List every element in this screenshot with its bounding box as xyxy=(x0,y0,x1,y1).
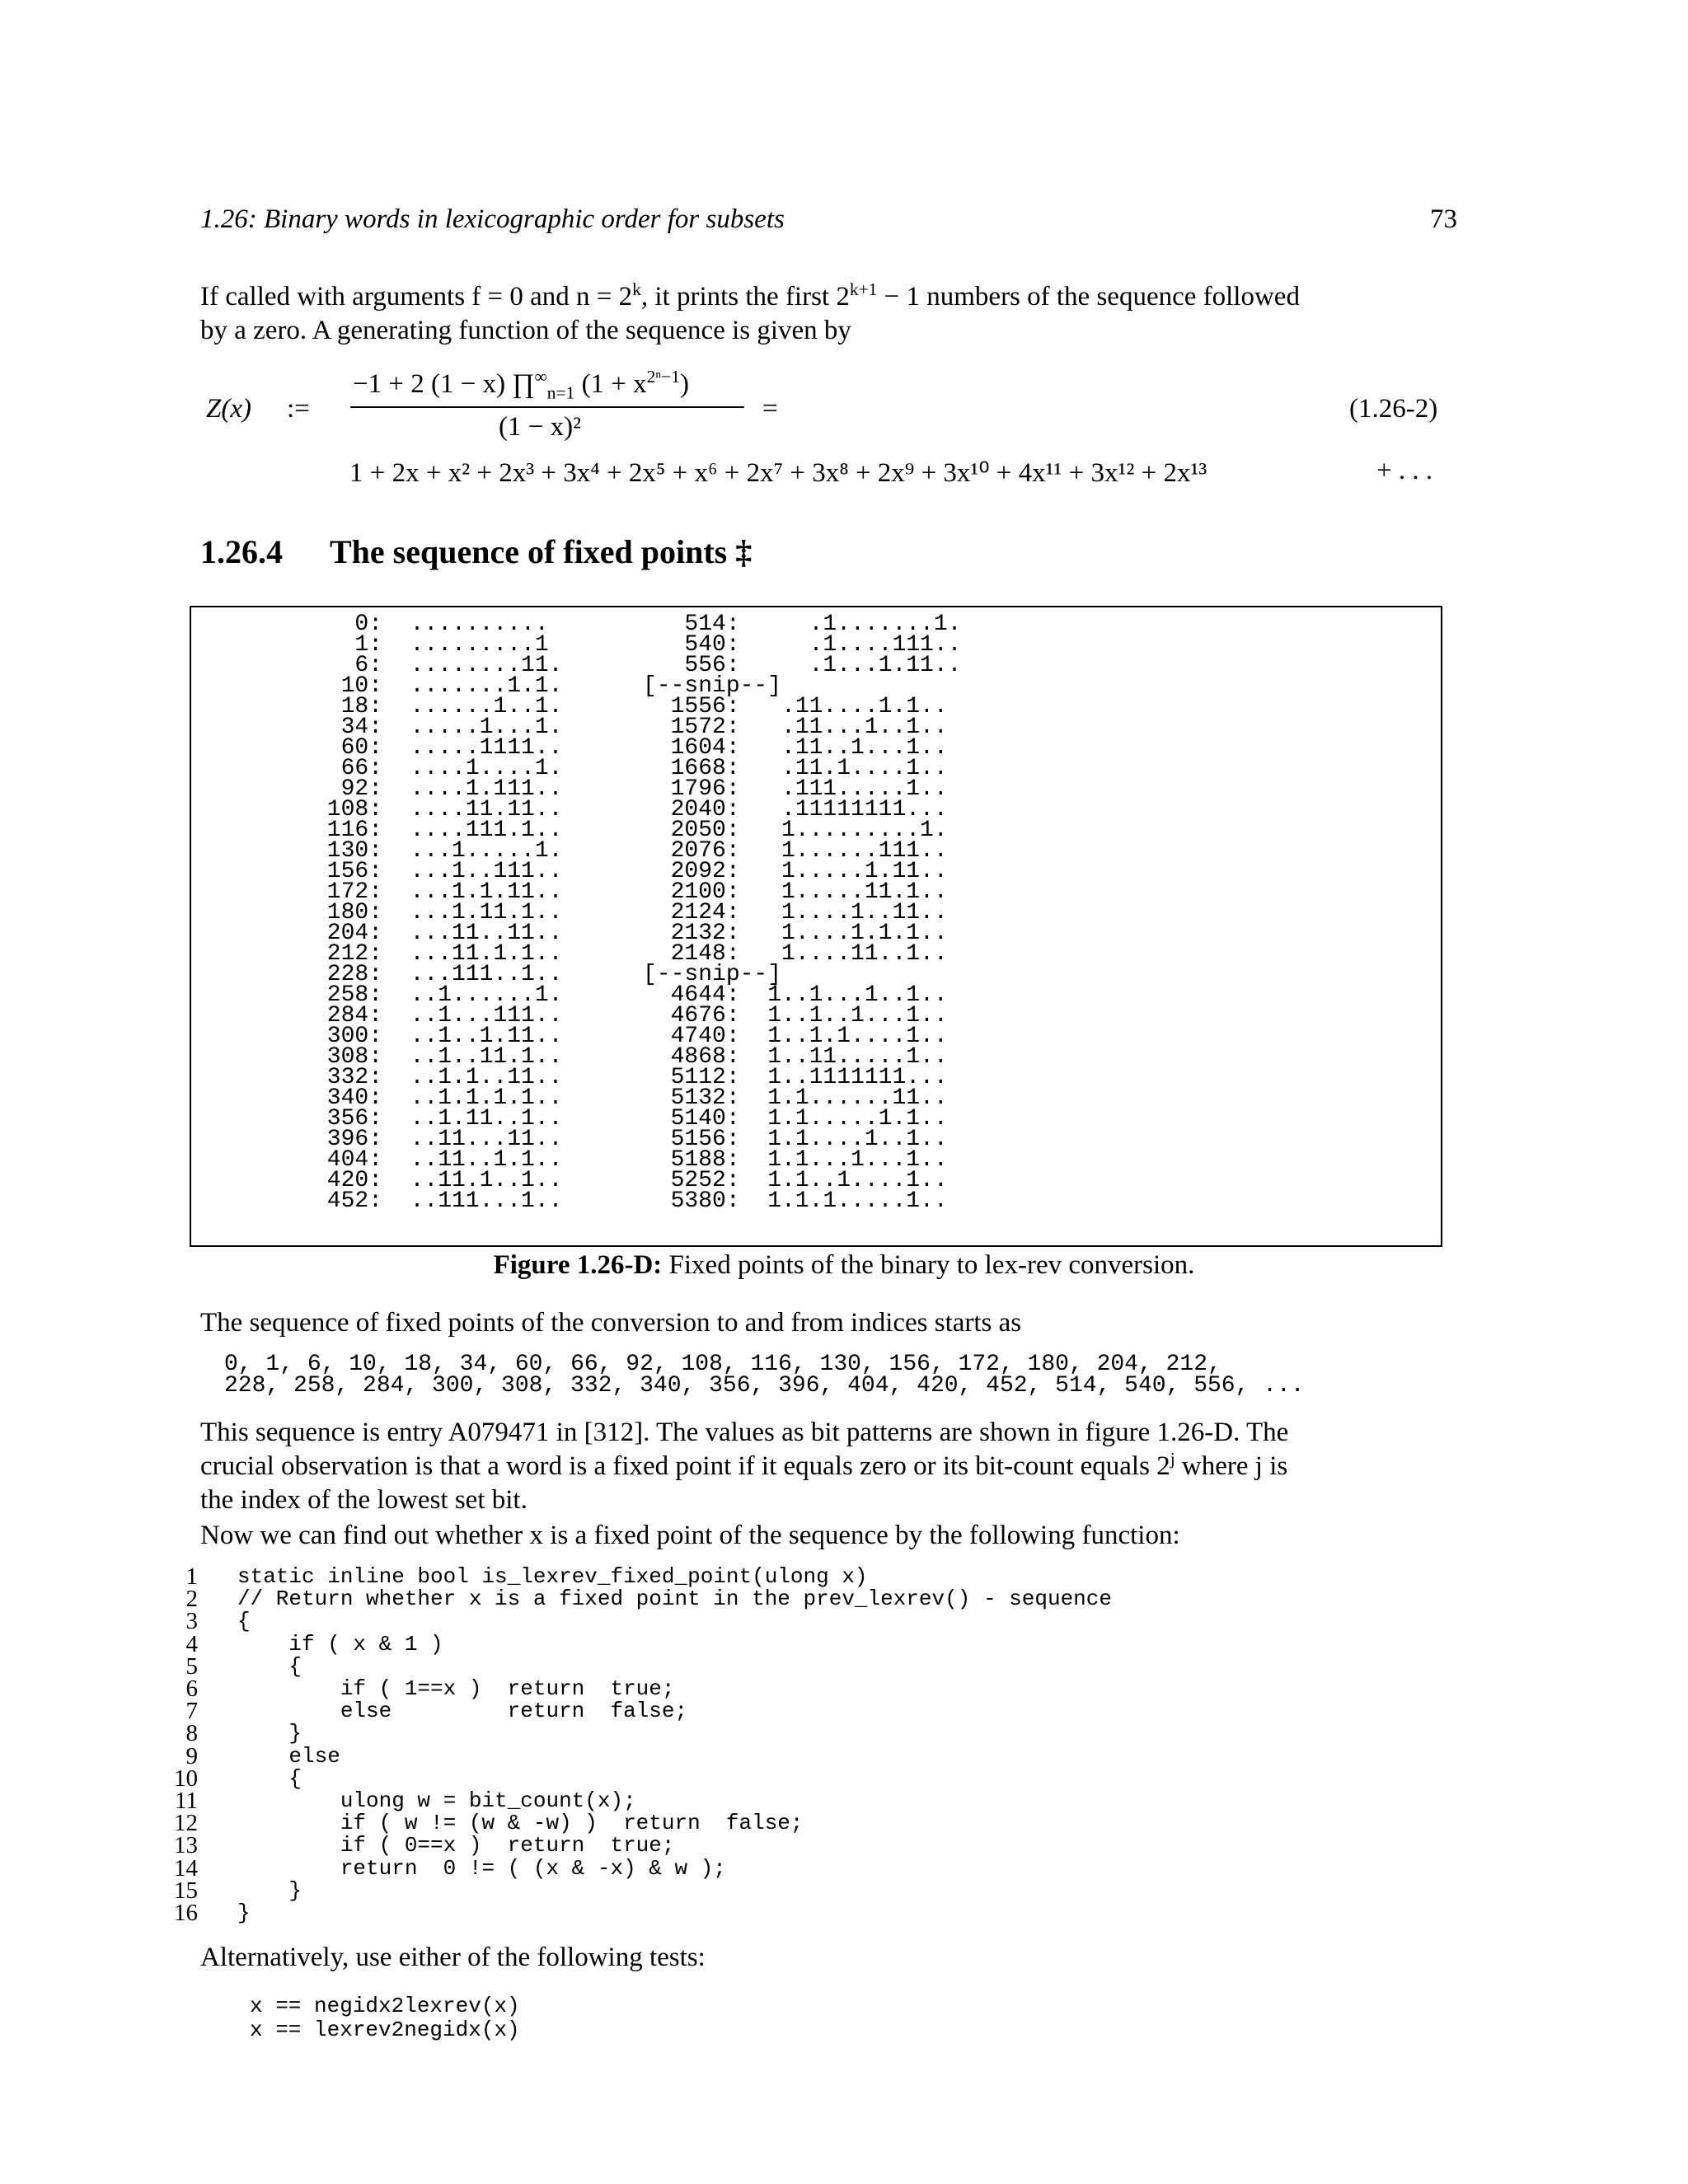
intro-text-a: If called with arguments f = 0 and n = 2 xyxy=(200,282,633,312)
fixed-point-line-2 xyxy=(200,1450,1474,1483)
alternative-tests-paragraph: Alternatively, use either of the following tests: xyxy=(200,1943,706,1972)
numerator-part-c: ) xyxy=(679,369,689,399)
intro-text-b: , it prints the first 2 xyxy=(640,282,850,312)
numerator-exponent: 2ⁿ−1 xyxy=(646,367,680,387)
equation-equals: = xyxy=(762,394,778,424)
equation-numerator xyxy=(353,367,689,403)
sequence-line-2: 228, 258, 284, 300, 308, 332, 340, 356, 396, 404, 420, 452, 514, 540, 556, ... xyxy=(224,1373,1305,1399)
equation-tag: (1.26-2) xyxy=(1349,394,1438,424)
running-header-title: 1.26: Binary words in lexicographic order for subsets xyxy=(200,204,785,234)
intro-line-2: by a zero. A generating function of the sequence is given by xyxy=(200,316,851,345)
sequence-intro-paragraph: The sequence of fixed points of the conversion to and from indices starts as xyxy=(200,1308,1022,1338)
fixed-point-line-2a: crucial observation is that a word is a fixed point if it equals zero or its bit-count equals 2 xyxy=(200,1451,1170,1481)
fraction-bar xyxy=(350,406,744,408)
function-intro-paragraph: Now we can find out whether x is a fixed point of the sequence by the following function: xyxy=(200,1521,1180,1550)
numerator-part-a: −1 + 2 (1 − x) ∏ xyxy=(353,369,535,399)
section-number: 1.26.4 xyxy=(200,533,283,570)
fixed-point-line-2b: where j is xyxy=(1175,1451,1288,1481)
sequence-line-1: 0, 1, 6, 10, 18, 34, 60, 66, 92, 108, 116, 130, 156, 172, 180, 204, 212, xyxy=(224,1352,1221,1377)
figure-caption-label: Figure 1.26-D: xyxy=(493,1250,663,1280)
equation-series-tail: + . . . xyxy=(1376,456,1433,485)
intro-paragraph xyxy=(200,280,1470,348)
figure-caption-text: Fixed points of the binary to lex-rev conversion. xyxy=(662,1250,1195,1280)
figure-left-column: 0: .......... 1: .........1 6: ........11. 10: .......1.1. 18: ......1..1. 34: .....1...1. 60: .....1111.. 66: ....1....1. 92: ....1.111.. 108: ....11.11.. 116: ....111.1.. 130: ...1.....1. 156: ...1..111.. 172: ...1.1.11.. 180: ...1.11.1.. 204: ...11..11.. 212: ...11.1.1.. 228: ...111..1.. 258: ..1......1. 284: ..1...111.. 300: ..1..1.11.. 308: ..1..11.1.. 332: ..1.1..11.. 340: ..1.1.1.1.. 356: ..1.11..1.. 396: ..11...11.. 404: ..11..1.1.. 420: ..11.1..1.. 452: ..111...1.. xyxy=(326,612,563,1214)
figure-caption xyxy=(0,1250,1688,1281)
code-line-numbers: 1 2 3 4 5 6 7 8 9 10 11 12 13 14 15 16 xyxy=(174,1563,198,1927)
alternative-tests-code: x == negidx2lexrev(x) x == lexrev2negidx(x) xyxy=(250,1994,520,2042)
product-upper-limit: ∞ xyxy=(534,367,547,387)
equation-lhs: Z(x) xyxy=(206,394,251,424)
fixed-point-sup-j: j xyxy=(1170,1449,1175,1469)
intro-sup-k: k xyxy=(632,279,641,299)
product-lower-limit: n=1 xyxy=(546,382,575,403)
page-number: 73 xyxy=(1430,204,1457,234)
fixed-point-line-1: This sequence is entry A079471 in [312]. The values as bit patterns are shown in figure 1.26-D. The xyxy=(200,1418,1289,1447)
fixed-point-paragraph xyxy=(200,1416,1474,1517)
equation-denominator: (1 − x)² xyxy=(499,412,581,442)
intro-sup-k1: k+1 xyxy=(849,279,878,299)
numerator-part-b: (1 + x xyxy=(574,369,647,399)
intro-text-c: − 1 numbers of the sequence followed xyxy=(877,282,1300,312)
section-title: The sequence of fixed points ‡ xyxy=(330,533,753,570)
code-listing: static inline bool is_lexrev_fixed_point(ulong x) // Return whether x is a fixed point in the prev_lexrev() - sequence { if ( x & 1 ) { if ( 1==x ) return true; else return false; } else { ulong w = bit_count(x); if ( w != (w & -w) ) return false; if ( 0==x ) return true; return 0 != ( (x & -x) & w ); } } xyxy=(237,1564,1112,1926)
equation-series: 1 + 2x + x² + 2x³ + 3x⁴ + 2x⁵ + x⁶ + 2x⁷ + 3x⁸ + 2x⁹ + 3x¹⁰ + 4x¹¹ + 3x¹² + 2x¹³ xyxy=(349,458,1207,488)
fixed-point-line-3: the index of the lowest set bit. xyxy=(200,1485,528,1515)
equation-assign: := xyxy=(287,394,310,424)
figure-right-column: 514: .1.......1. 540: .1....111.. 556: .1...1.11.. [--snip--] 1556: .11....1.1.. 1572: .11...1..1.. 1604: .11..1...1.. 1668: .11.1....1.. 1796: .111.....1.. 2040: .11111111... 2050: 1.........1. 2076: 1......111.. 2092: 1.....1.11.. 2100: 1.....11.1.. 2124: 1....1..11.. 2132: 1....1.1.1.. 2148: 1....11..1.. [--snip--] 4644: 1..1...1..1.. 4676: 1..1..1...1.. 4740: 1..1.1....1.. 4868: 1..11.....1.. 5112: 1..1111111... 5132: 1.1......11.. 5140: 1.1.....1.1.. 5156: 1.1....1..1.. 5188: 1.1...1...1.. 5252: 1.1..1....1.. 5380: 1.1.1.....1.. xyxy=(643,612,962,1214)
